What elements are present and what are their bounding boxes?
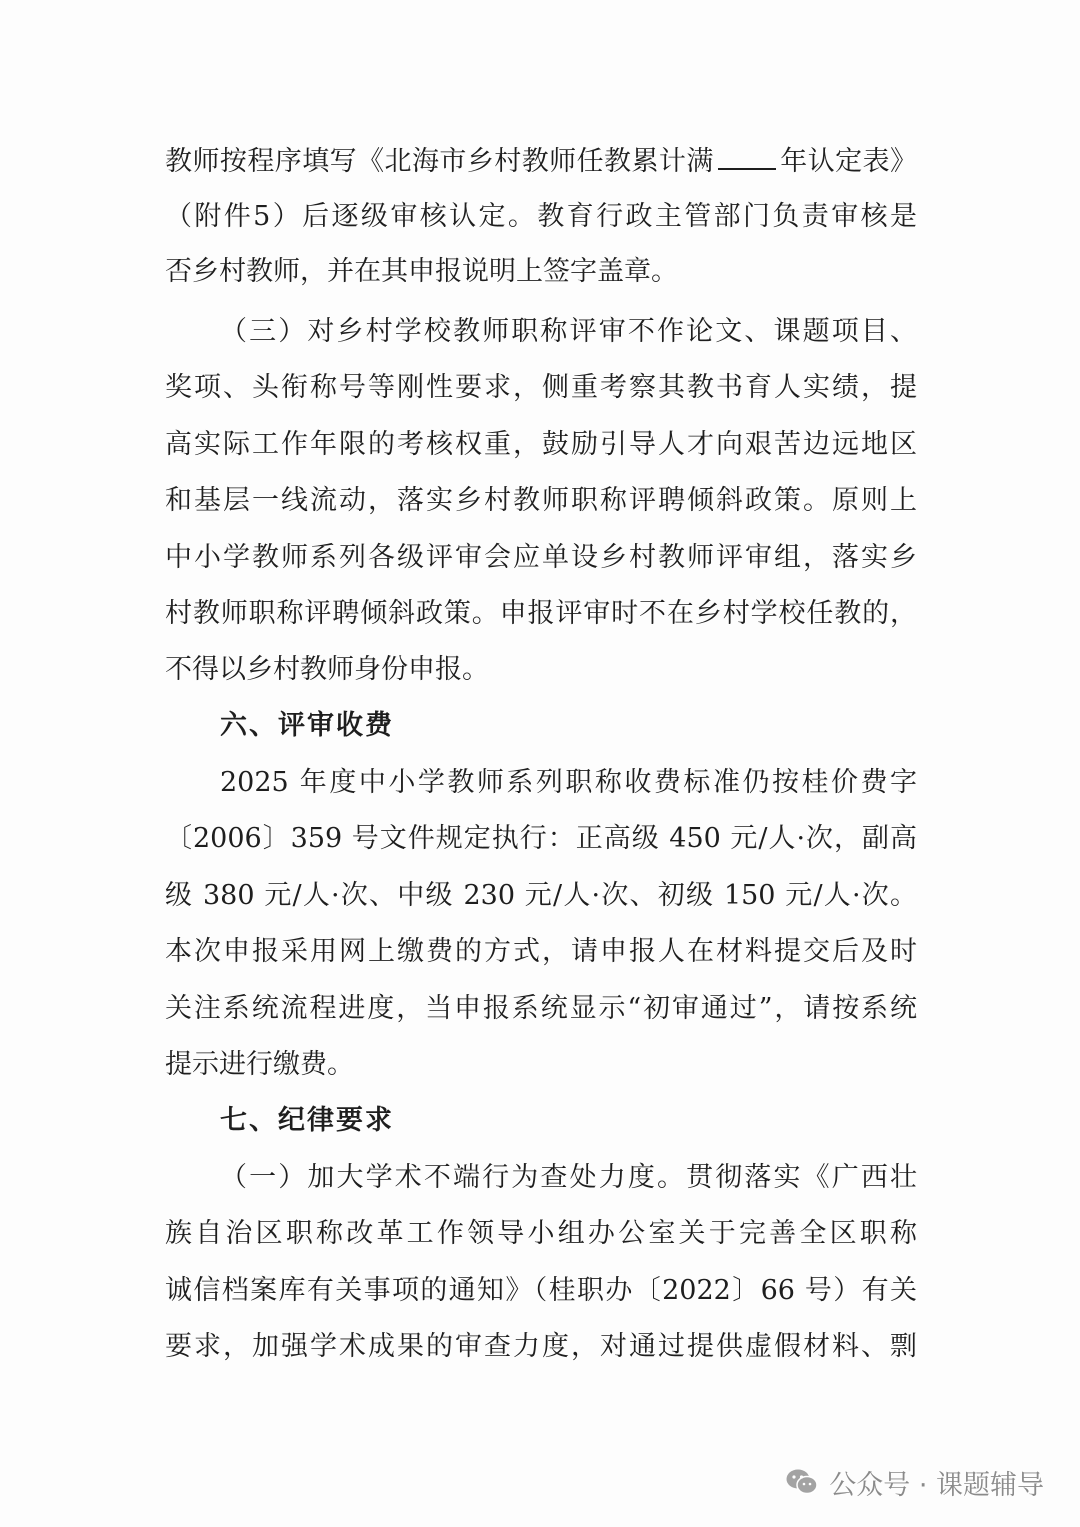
text-line: 要求，加强学术成果的审查力度，对通过提供虚假材料、剽	[165, 1331, 917, 1362]
text-line: 和基层一线流动，落实乡村教师职称评聘倾斜政策。原则上	[165, 485, 917, 516]
text-line: 族自治区职称改革工作领导小组办公室关于完善全区职称	[165, 1218, 917, 1249]
section-heading: 七、纪律要求	[220, 1105, 394, 1136]
text-line: （三）对乡村学校教师职称评审不作论文、课题项目、	[220, 316, 917, 347]
text-line: 本次申报采用网上缴费的方式，请申报人在材料提交后及时	[165, 936, 917, 967]
text-line: 关注系统流程进度，当申报系统显示“初审通过”，请按系统	[165, 993, 917, 1024]
watermark	[785, 1463, 1044, 1501]
text-line: 诚信档案库有关事项的通知》（桂职办〔2022〕66 号）有关	[165, 1275, 917, 1306]
text-segment: 教师按程序填写《北海市乡村教师任教累计满	[165, 146, 714, 177]
text-line: 中小学教师系列各级评审会应单设乡村教师评审组，落实乡	[165, 542, 917, 573]
text-line: 2025 年度中小学教师系列职称收费标准仍按桂价费字	[220, 767, 917, 798]
fill-in-blank	[718, 142, 776, 170]
wechat-icon	[785, 1468, 819, 1496]
text-line: 村教师职称评聘倾斜政策。申报评审时不在乡村学校任教的，	[165, 598, 917, 629]
text-line: （一）加大学术不端行为查处力度。贯彻落实《广西壮	[220, 1162, 917, 1193]
text-line: 〔2006〕359 号文件规定执行：正高级 450 元/人·次，副高	[165, 823, 917, 854]
text-line: 提示进行缴费。	[165, 1049, 354, 1080]
text-line: 不得以乡村教师身份申报。	[165, 654, 489, 685]
text-line: 级 380 元/人·次、中级 230 元/人·次、初级 150 元/人·次。	[165, 880, 917, 911]
text-line: 奖项、头衔称号等刚性要求，侧重考察其教书育人实绩，提	[165, 372, 917, 403]
text-line	[165, 142, 917, 182]
watermark-text: 公众号 · 课题辅导	[829, 1469, 1044, 1501]
text-line: 高实际工作年限的考核权重，鼓励引导人才向艰苦边远地区	[165, 429, 917, 460]
section-heading: 六、评审收费	[220, 710, 394, 741]
text-line: 否乡村教师，并在其申报说明上签字盖章。	[165, 256, 678, 287]
text-line: （附件5）后逐级审核认定。教育行政主管部门负责审核是	[165, 201, 917, 232]
text-segment: 年认定表》	[779, 146, 917, 177]
